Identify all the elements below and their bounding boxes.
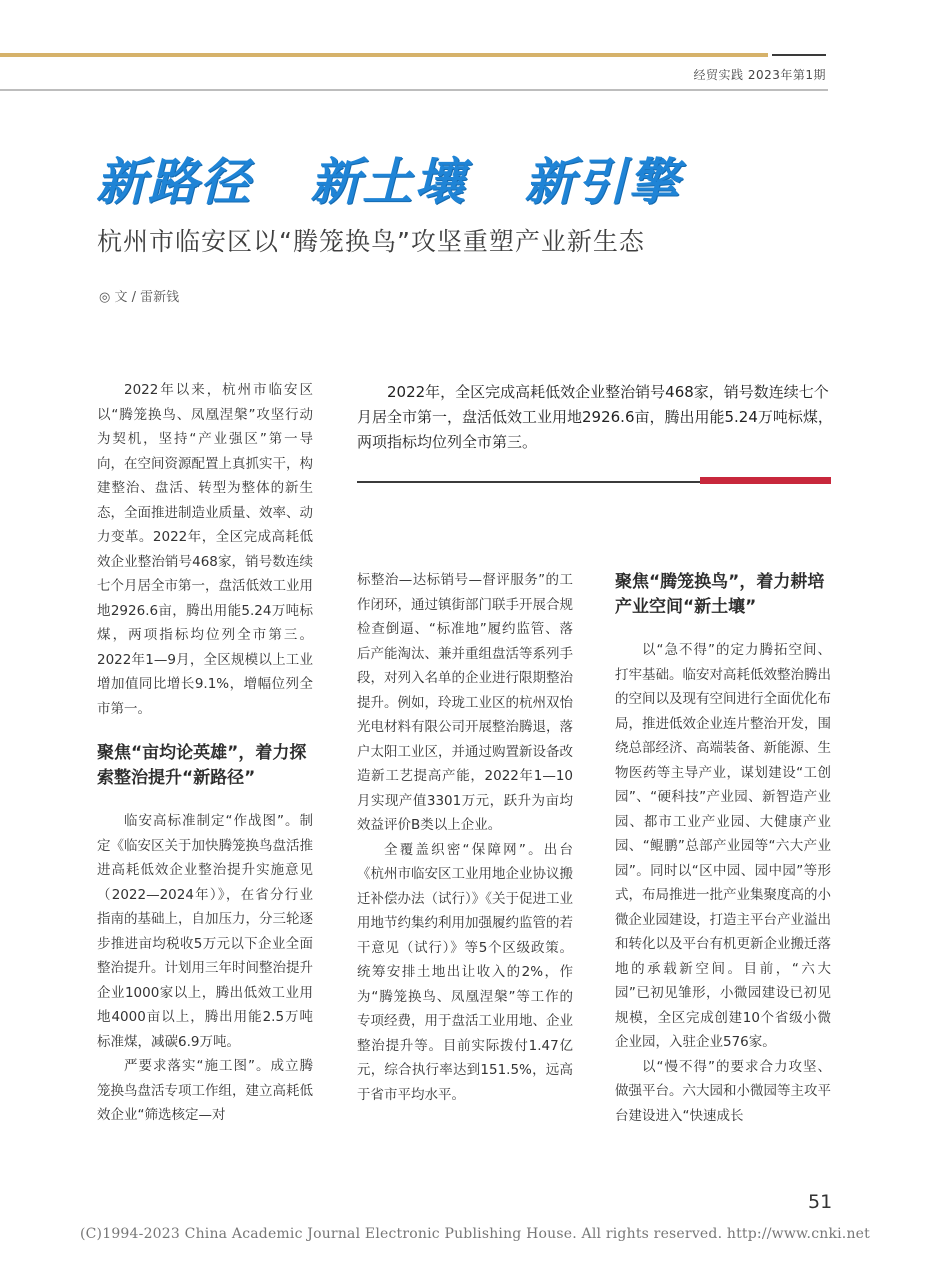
pull-quote-accent-bar — [700, 477, 831, 484]
paragraph: 临安高标准制定“作战图”。制定《临安区关于加快腾笼换鸟盘活推进高耗低效企业整治提升实施意见（2022—2024年）》，在省分行业指南的基础上，自加压力，分三轮逐步推进亩均税收5万元以下企业全面整治提升。计划用三年时间整治提升企业1000家以上，腾出低效工业用地4000亩以上，腾出用能2.5万吨标准煤，减碳6.9万吨。 — [97, 813, 313, 1050]
header-gold-rule — [0, 53, 768, 57]
article-title: 新路径 新土壤 新引擎 — [96, 153, 681, 211]
journal-issue: 经贸实践 2023年第1期 — [693, 68, 826, 82]
pull-quote: 2022年，全区完成高耗低效企业整治销号468家，销号数连续七个月居全市第一，盘活低效工业用地2926.6亩，腾出用能5.24万吨标煤，两项指标均位列全市第三。 — [357, 383, 833, 451]
paragraph: 以“慢不得”的要求合力攻坚、做强平台。六大园和小微园等主攻平台建设进入“快速成长 — [615, 1058, 831, 1124]
pull-quote-rule — [357, 481, 703, 483]
copyright-footer: (C)1994-2023 China Academic Journal Electronic Publishing House. All rights reserved. http://www.cnki.net — [79, 1226, 870, 1242]
column-3 — [615, 570, 831, 1128]
column-2 — [357, 568, 573, 1107]
article-subtitle: 杭州市临安区以“腾笼换鸟”攻坚重塑产业新生态 — [97, 227, 645, 256]
column-1 — [97, 378, 313, 1128]
section-heading: 聚焦“腾笼换鸟”，着力耕培产业空间“新土壤” — [615, 572, 825, 617]
header-gray-rule — [0, 89, 828, 91]
article-author: ◎ 文 / 雷新钱 — [99, 290, 180, 305]
paragraph: 标整治—达标销号—督评服务”的工作闭环，通过镇街部门联手开展合规检查倒逼、“标准地”履约监管、落后产能淘汰、兼并重组盘活等系列手段，对列入名单的企业进行限期整治提升。例如，玲珑工业区的杭州双怡光电材料有限公司开展整治腾退，落户太阳工业区，并通过购置新设备改造新工艺提高产能，2022年1—10月实现产值3301万元，跃升为亩均效益评价B类以上企业。 — [357, 572, 573, 833]
paragraph: 以“急不得”的定力腾拓空间、打牢基础。临安对高耗低效整治腾出的空间以及现有空间进行全面优化布局，推进低效企业连片整治开发，围绕总部经济、高端装备、新能源、生物医药等主导产业，谋划建设“工创园”、“硬科技”产业园、新智造产业园、都市工业产业园、大健康产业园、“鲲鹏”总部产业园等“六大产业园”。同时以“区中园、园中园”等形式，布局推进一批产业集聚度高的小微企业园建设，打造主平台产业溢出和转化以及平台有机更新企业搬迁落地的承载新空间。目前，“六大园”已初见雏形，小微园建设已初见规模，全区完成创建10个省级小微企业园，入驻企业576家。 — [615, 642, 831, 1050]
page-number: 51 — [808, 1191, 833, 1213]
paragraph: 全覆盖织密“保障网”。出台《杭州市临安区工业用地企业协议搬迁补偿办法（试行）》《关于促进工业用地节约集约利用加强履约监管的若干意见（试行）》等5个区级政策。统筹安排土地出让收入的2%，作为“腾笼换鸟、凤凰涅槃”等工作的专项经费，用于盘活工业用地、企业整治提升等。目前实际拨付1.47亿元，综合执行率达到151.5%，远高于省市平均水平。 — [357, 841, 573, 1103]
section-heading: 聚焦“亩均论英雄”，着力探索整治提升“新路径” — [97, 743, 307, 788]
paragraph: 严要求落实“施工图”。成立腾笼换鸟盘活专项工作组，建立高耗低效企业“筛选核定—对 — [97, 1058, 313, 1123]
paragraph: 2022年以来，杭州市临安区以“腾笼换鸟、凤凰涅槃”攻坚行动为契机，坚持“产业强区”第一导向，在空间资源配置上真抓实干，构建整治、盘活、转型为整体的新生态，全面推进制造业质量、效率、动力变革。2022年，全区完成高耗低效企业整治销号468家，销号数连续七个月居全市第一，盘活低效工业用地2926.6亩，腾出用能5.24万吨标煤，两项指标均位列全市第三。2022年1—9月，全区规模以上工业增加值同比增长9.1%，增幅位列全市第一。 — [97, 382, 313, 717]
header-dark-rule — [772, 54, 826, 56]
